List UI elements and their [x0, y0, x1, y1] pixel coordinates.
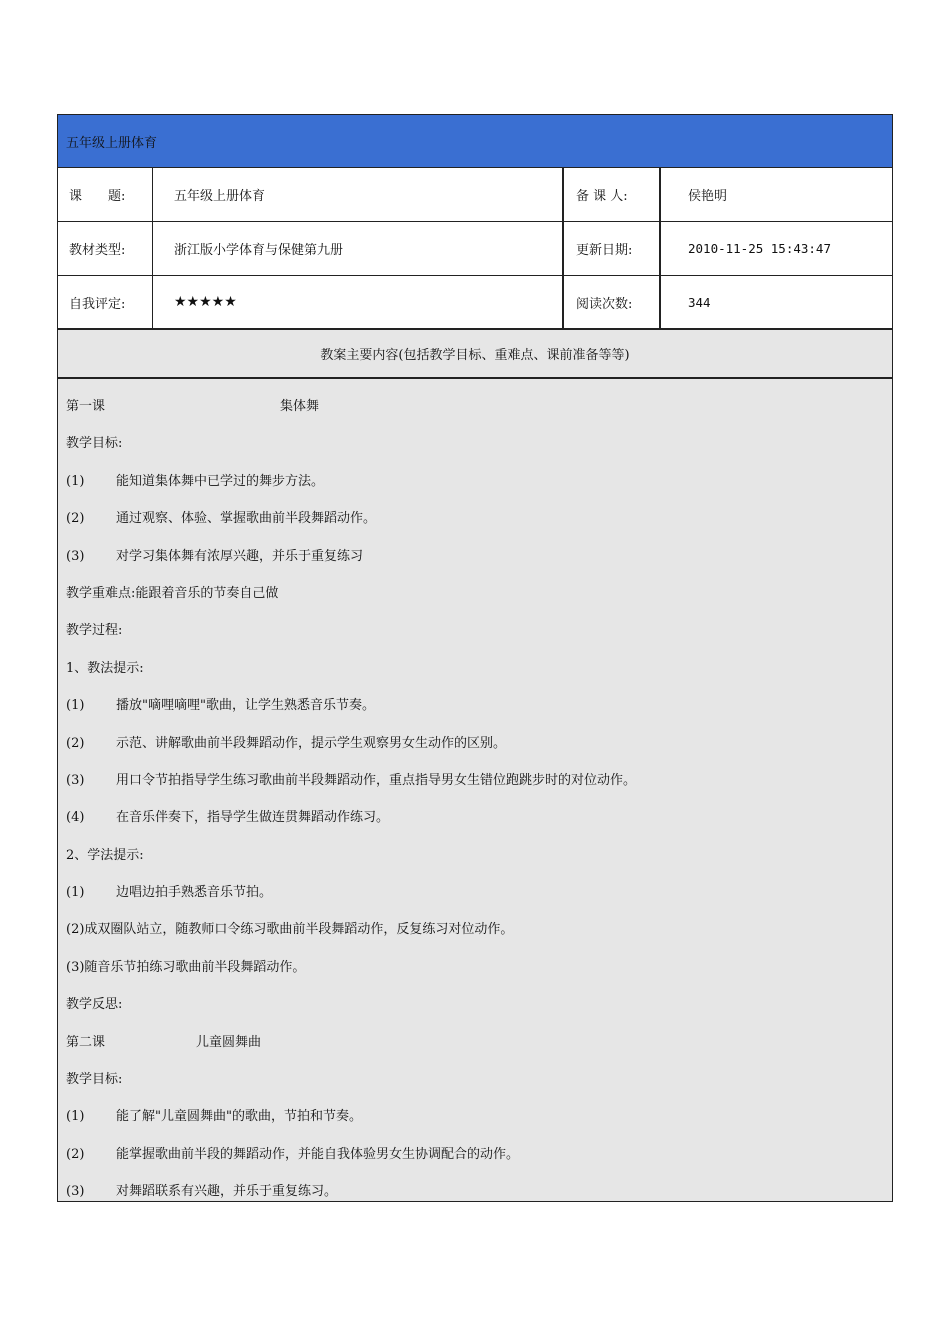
teach-tip [66, 799, 892, 836]
teach-tip [66, 725, 892, 762]
goal2-item [66, 1173, 892, 1210]
subject-value: 五年级上册体育 [153, 168, 564, 221]
lesson1-heading [66, 388, 892, 425]
info-row-material [58, 222, 892, 276]
list-marker: (3) [66, 772, 85, 788]
goal1-item [66, 500, 892, 537]
teach-tip [66, 687, 892, 724]
list-marker: (3) [66, 548, 85, 564]
lesson2-label: 第二课 [66, 1034, 106, 1050]
key-points: 教学重难点:能跟着音乐的节奏自己做 [66, 585, 279, 601]
goals1-heading: 教学目标: [66, 436, 123, 452]
teach-tip [66, 762, 892, 799]
list-marker: (2) [66, 735, 85, 751]
rating-stars: ★★★★★ [153, 276, 564, 328]
list-item-text: 能了解"儿童圆舞曲"的歌曲，节拍和节奏。 [116, 1109, 362, 1125]
learn-tip: (3)随音乐节拍练习歌曲前半段舞蹈动作。 [66, 959, 306, 975]
reads-value: 344 [688, 294, 711, 310]
list-item-text: 对学习集体舞有浓厚兴趣，并乐于重复练习 [116, 548, 364, 564]
section-header-text: 教案主要内容(包括教学目标、重难点、课前准备等等) [320, 348, 630, 363]
learn-tip [66, 874, 892, 911]
list-item-text: 边唱边拍手熟悉音乐节拍。 [116, 885, 273, 901]
list-item-text: 用口令节拍指导学生练习歌曲前半段舞蹈动作，重点指导男女生错位跑跳步时的对位动作。 [116, 772, 637, 788]
teach-heading: 1、教法提示: [66, 660, 144, 676]
list-item-text: 在音乐伴奏下，指导学生做连贯舞蹈动作练习。 [116, 810, 390, 826]
list-marker: (1) [66, 885, 85, 901]
list-marker: (1) [66, 1109, 85, 1125]
list-marker: (3) [66, 1184, 85, 1200]
goal1-item [66, 463, 892, 500]
learn-tip: (2)成双圈队站立，随教师口令练习歌曲前半段舞蹈动作，反复练习对位动作。 [66, 922, 514, 938]
list-item-text: 对舞蹈联系有兴趣，并乐于重复练习。 [116, 1184, 338, 1200]
reads-label: 阅读次数: [564, 276, 661, 328]
info-row-rating [58, 276, 892, 330]
goals2-heading: 教学目标: [66, 1072, 123, 1088]
lesson1-label: 第一课 [66, 399, 106, 414]
material-label: 教材类型: [58, 222, 153, 275]
list-marker: (4) [66, 810, 85, 826]
lesson1-title: 集体舞 [280, 399, 320, 414]
rating-label: 自我评定: [58, 276, 153, 328]
section-header [58, 330, 892, 379]
list-item-text: 播放"嘀哩嘀哩"歌曲，让学生熟悉音乐节奏。 [116, 698, 375, 714]
list-marker: (1) [66, 473, 85, 489]
list-marker: (2) [66, 511, 85, 527]
goal1-item [66, 538, 892, 575]
lesson2-heading [66, 1024, 892, 1061]
subject-label: 课 题: [58, 168, 153, 221]
material-value: 浙江版小学体育与保健第九册 [153, 222, 564, 275]
goal2-item [66, 1098, 892, 1135]
lesson-plan-sheet [57, 114, 893, 1202]
goal2-item [66, 1136, 892, 1173]
page-title: 五年级上册体育 [66, 135, 158, 151]
list-item-text: 能掌握歌曲前半段的舞蹈动作，并能自我体验男女生协调配合的动作。 [116, 1146, 520, 1162]
info-row-subject [58, 168, 892, 222]
list-marker: (2) [66, 1146, 85, 1162]
preparer-value: 侯艳明 [688, 189, 728, 204]
list-item-text: 通过观察、体验、掌握歌曲前半段舞蹈动作。 [116, 511, 377, 527]
page-title-bar [58, 115, 892, 168]
list-item-text: 能知道集体舞中已学过的舞步方法。 [116, 473, 325, 489]
list-item-text: 示范、讲解歌曲前半段舞蹈动作，提示学生观察男女生动作的区别。 [116, 735, 507, 751]
preparer-label: 备 课 人: [564, 168, 661, 221]
lesson-content [58, 379, 892, 1201]
reflection-heading: 教学反思: [66, 997, 123, 1013]
process-heading: 教学过程: [66, 623, 123, 639]
learn-heading: 2、学法提示: [66, 847, 144, 863]
updated-value: 2010-11-25 15:43:47 [688, 241, 831, 256]
lesson2-title: 儿童圆舞曲 [196, 1034, 262, 1050]
list-marker: (1) [66, 698, 85, 714]
updated-label: 更新日期: [564, 222, 661, 275]
